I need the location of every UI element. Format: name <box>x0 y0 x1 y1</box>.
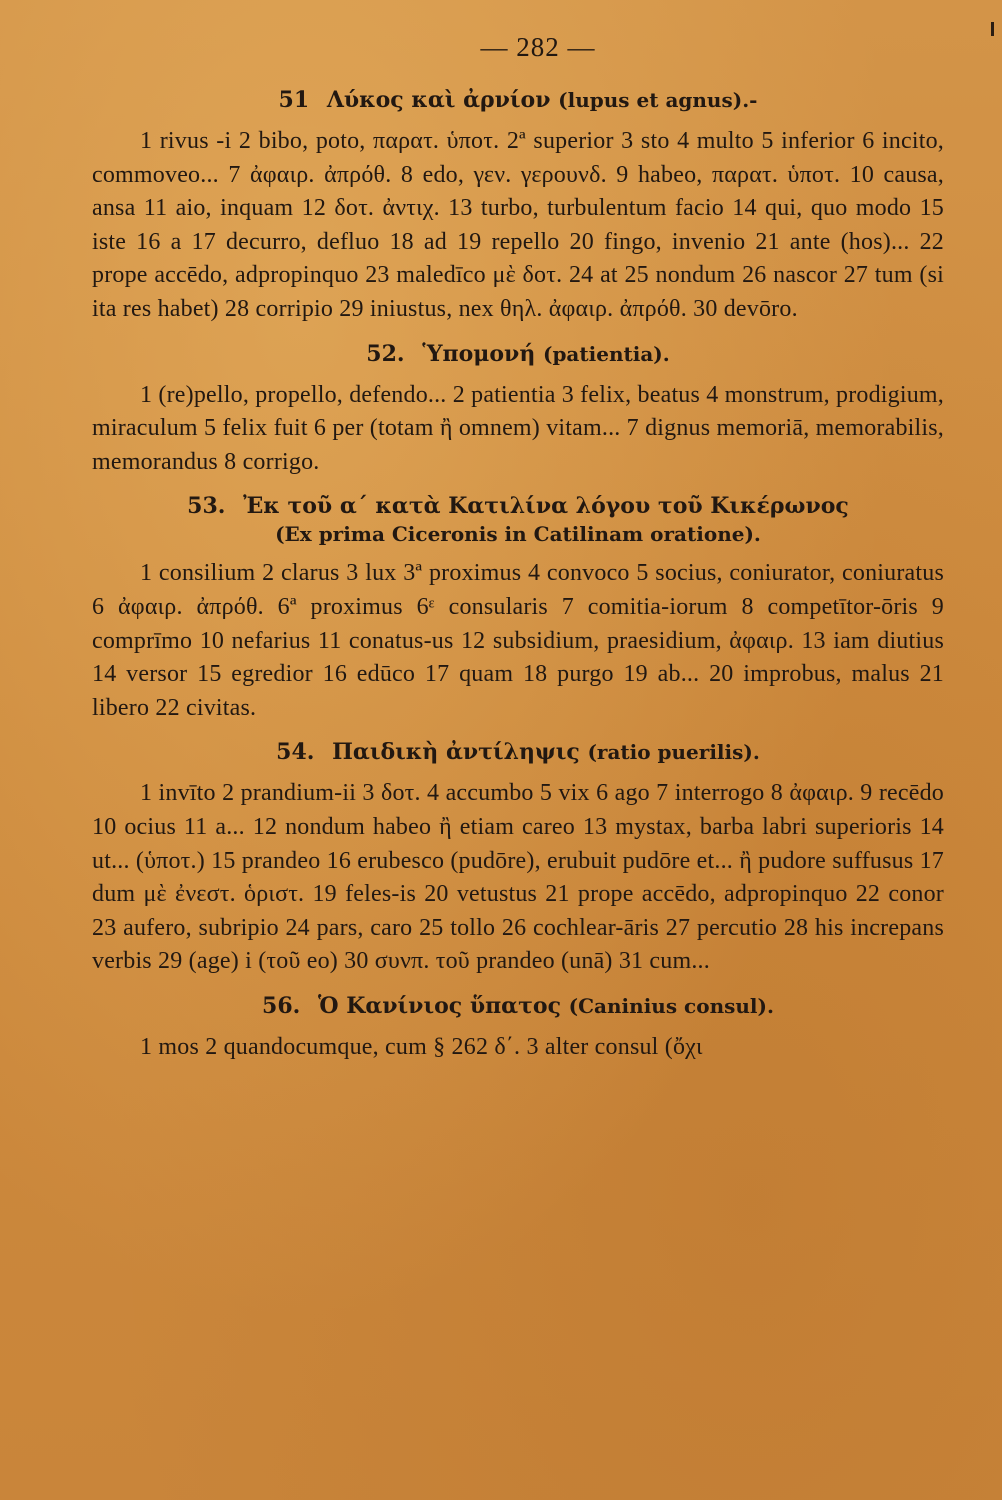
section-body: 1 invīto 2 prandium-ii 3 δοτ. 4 accumbo 5 vix 6 ago 7 interrogo 8 ἀφαιρ. 9 recēdo 10 ocius 11 a... 12 nondum habeo ἢ etiam careo 13 mystax, barba labri superioris 14 ut... (ὑποτ.) 15 prandeo 16 erubesco (pudōre), erubuit pudōre et... ἢ pudore suffusus 17 dum μὲ ἐνεστ. ὁριστ. 19 feles-is 20 vetustus 21 prope accēdo, adpropinquo 22 conor 23 aufero, subripio 24 pars, caro 25 tollo 26 cochlear-āris 27 percutio 28 his increpans verbis 29 (age) i (τοῦ eo) 30 συνπ. τοῦ prandeo (unā) 31 cum... <box>92 780 944 975</box>
section-title: Ὑπομονή <box>422 340 536 367</box>
section-body: 1 rivus -i 2 bibo, poto, παρατ. ὑποτ. 2ª superior 3 sto 4 multo 5 inferior 6 incito, commoveo... 7 ἀφαιρ. ἀπρόθ. 8 edo, γεν. γερουνδ. 9 habeo, παρατ. ὑποτ. 10 causa, ansa 11 aio, inquam 12 δοτ. ἀντιχ. 13 turbo, turbulentum facio 14 qui, quo modo 15 iste 16 a 17 decurro, defluo 18 ad 19 repello 20 fingo, invenio 21 ante (hos)... 22 prope accēdo, adpropinquo 23 maledīco μὲ δοτ. 24 at 25 nondum 26 nascor 27 tum (si ita res habet) 28 corripio 29 iniustus, nex θηλ. ἀφαιρ. ἀπρόθ. 30 devōro. <box>92 128 944 322</box>
section-latin-title: (patientia). <box>542 341 670 366</box>
section-title: Παιδικὴ ἀντίληψις <box>332 739 580 766</box>
section-52 <box>92 337 944 480</box>
section-title: Ἐκ τοῦ α΄ κατὰ Κατιλίνα λόγου τοῦ Κικέρωνος <box>243 493 849 520</box>
section-body: 1 consilium 2 clarus 3 lux 3ª proximus 4 convoco 5 socius, coniurator, coniuratus 6 ἀφαιρ. ἀπρόθ. 6ª proximus 6ᵋ consularis 7 comitia-iorum 8 competītor-ōris 9 comprīmo 10 nefarius 11 conatus-us 12 subsidium, praesidium, ἀφαιρ. 13 iam diutius 14 versor 15 egredior 16 edūco 17 quam 18 purgo 19 ab... 20 improbus, malus 21 libero 22 civitas. <box>92 560 944 721</box>
section-number: 52. <box>366 340 405 367</box>
section-body: 1 mos 2 quandocumque, cum § 262 δ΄. 3 alter consul (ὄχι <box>140 1033 703 1060</box>
section-latin-title: (lupus et agnus).- <box>558 88 758 112</box>
section-heading <box>92 489 944 549</box>
section-number: 54. <box>276 739 315 766</box>
section-51 <box>92 83 944 327</box>
section-latin-title: (ratio puerilis). <box>587 740 760 765</box>
section-53 <box>92 489 944 725</box>
section-number: 51 <box>278 87 310 113</box>
section-heading <box>92 989 944 1023</box>
section-body: 1 (re)pello, propello, defendo... 2 patientia 3 felix, beatus 4 monstrum, prodigium, miraculum 5 felix fuit 6 per (totam ἢ omnem) vitam... 7 dignus memoriā, memorabilis, memorandus 8 corrigo. <box>92 381 944 475</box>
section-heading <box>92 337 944 371</box>
section-latin-title: (Caninius consul). <box>568 993 774 1018</box>
section-title: Ὁ Κανίνιος ὕπατος <box>318 992 561 1019</box>
page-edge-mark <box>991 22 994 36</box>
section-54 <box>92 735 944 979</box>
section-latin-subtitle: (Ex prima Ciceronis in Catilinam oratione). <box>275 522 761 547</box>
section-title: Λύκος καὶ ἀρνίον <box>326 87 551 113</box>
section-heading <box>92 83 944 117</box>
page-number: — 282 — <box>480 32 596 62</box>
section-number: 56. <box>262 992 301 1019</box>
section-heading <box>92 735 944 769</box>
section-56 <box>92 989 944 1065</box>
section-number: 53. <box>187 493 226 520</box>
